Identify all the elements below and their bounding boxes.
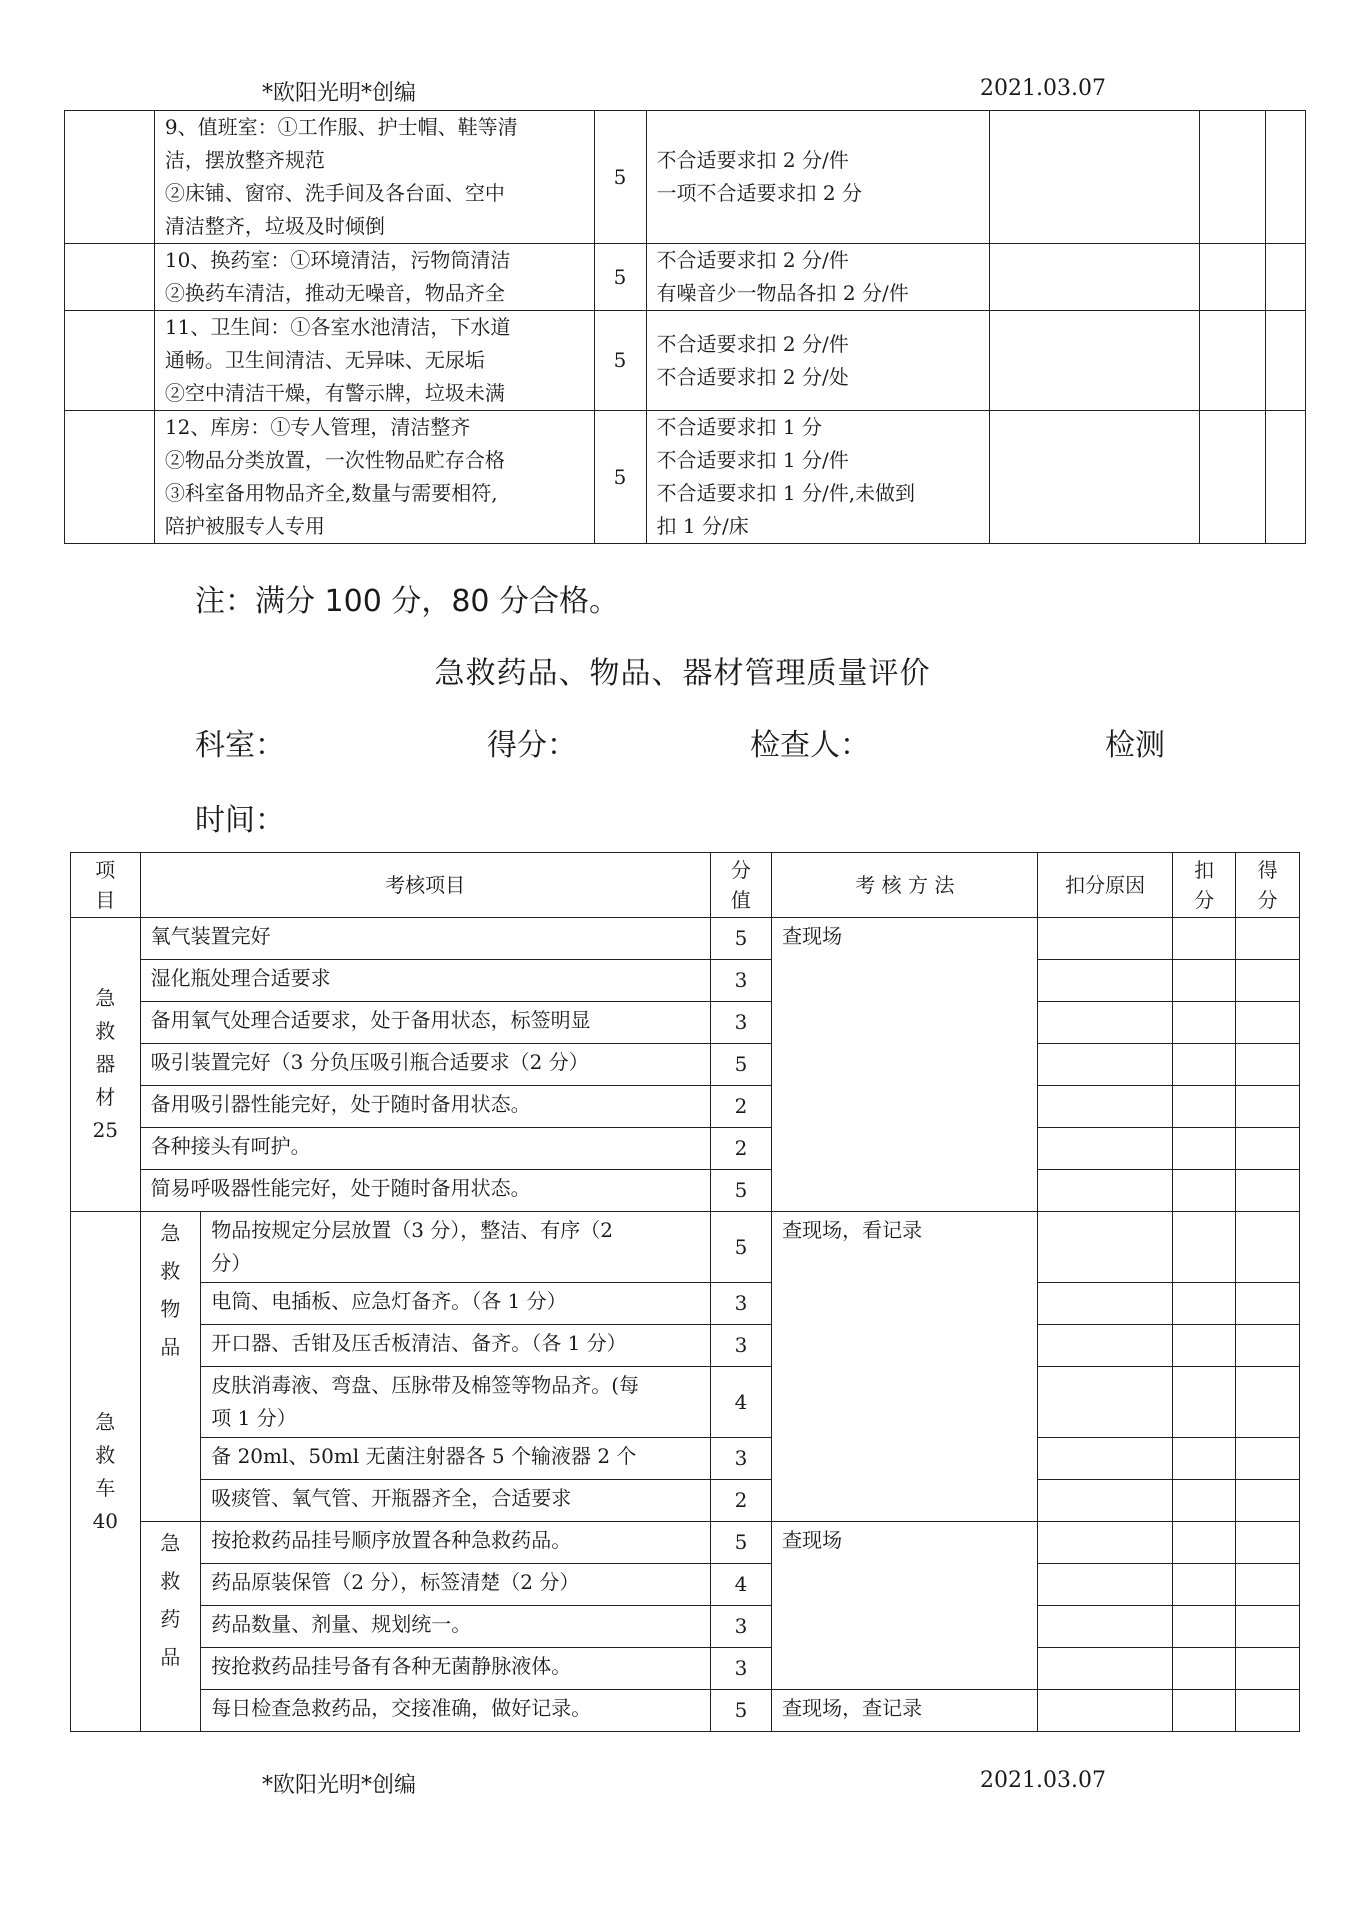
header-got: 得 分 xyxy=(1236,853,1300,918)
time-label: 时间： xyxy=(195,803,285,838)
item-score: 3 xyxy=(710,960,771,1002)
table-row xyxy=(71,1086,1300,1128)
header-value: 分 值 xyxy=(710,853,771,918)
header-date: 2021.03.07 xyxy=(980,76,1106,101)
method-cell: 不合适要求扣 2 分/件 有噪音少一物品各扣 2 分/件 xyxy=(646,244,990,311)
table-row xyxy=(71,1564,1300,1606)
header-reason: 扣分原因 xyxy=(1038,853,1172,918)
item-score: 4 xyxy=(710,1564,771,1606)
score-cell: 5 xyxy=(594,111,646,244)
blank-cell xyxy=(65,111,155,244)
item-text: 开口器、舌钳及压舌板清洁、备齐。（各 1 分） xyxy=(201,1325,710,1367)
item-score: 3 xyxy=(710,1606,771,1648)
item-score: 2 xyxy=(710,1086,771,1128)
table-row xyxy=(71,960,1300,1002)
table-row xyxy=(71,1044,1300,1086)
method-cell: 不合适要求扣 2 分/件 不合适要求扣 2 分/处 xyxy=(646,311,990,411)
item-text: 药品数量、剂量、规划统一。 xyxy=(201,1606,710,1648)
method-cell: 查现场，查记录 xyxy=(772,1690,1038,1732)
footer-date: 2021.03.07 xyxy=(980,1768,1106,1793)
dept-label: 科室： xyxy=(195,728,285,763)
item-text: 每日检查急救药品，交接准确，做好记录。 xyxy=(201,1690,710,1732)
header-author: *欧阳光明*创编 xyxy=(262,81,417,106)
item-text: 简易呼吸器性能完好，处于随时备用状态。 xyxy=(140,1170,710,1212)
method-cell: 查现场 xyxy=(772,918,1038,1212)
table-row xyxy=(71,1367,1300,1438)
item-text: 备 20ml、50ml 无菌注射器各 5 个输液器 2 个 xyxy=(201,1438,710,1480)
group-label-cart: 急 救 车 40 xyxy=(71,1212,141,1732)
item-score: 2 xyxy=(710,1480,771,1522)
table-row xyxy=(71,1283,1300,1325)
table-row xyxy=(71,1325,1300,1367)
group-label-equipment: 急 救 器 材 25 xyxy=(71,918,141,1212)
item-score: 5 xyxy=(710,1170,771,1212)
item-text: 备用氧气处理合适要求，处于备用状态，标签明显 xyxy=(140,1002,710,1044)
item-text: 氧气装置完好 xyxy=(140,918,710,960)
table-row xyxy=(71,1606,1300,1648)
item-score: 5 xyxy=(710,1212,771,1283)
item-score: 5 xyxy=(710,1044,771,1086)
score-cell: 5 xyxy=(594,411,646,544)
table-row xyxy=(65,411,1306,544)
score-cell: 5 xyxy=(594,311,646,411)
item-score: 5 xyxy=(710,1522,771,1564)
sub-label-supplies: 急 救 物 品 xyxy=(140,1212,201,1522)
item-text: 皮肤消毒液、弯盘、压脉带及棉签等物品齐。(每 项 1 分） xyxy=(201,1367,710,1438)
item-text: 电筒、电插板、应急灯备齐。（各 1 分） xyxy=(201,1283,710,1325)
table-row xyxy=(65,311,1306,411)
item-score: 4 xyxy=(710,1367,771,1438)
table-row xyxy=(71,1438,1300,1480)
item-score: 2 xyxy=(710,1128,771,1170)
item-score: 3 xyxy=(710,1325,771,1367)
item-text: 按抢救药品挂号备有各种无菌静脉液体。 xyxy=(201,1648,710,1690)
item-score: 5 xyxy=(710,918,771,960)
table-row xyxy=(65,244,1306,311)
table-header-row xyxy=(71,853,1300,918)
method-cell: 不合适要求扣 1 分 不合适要求扣 1 分/件 不合适要求扣 1 分/件,未做到 扣 1 分/床 xyxy=(646,411,990,544)
table-row xyxy=(71,918,1300,960)
page-title: 急救药品、物品、器材管理质量评价 xyxy=(434,656,931,691)
method-cell: 查现场，看记录 xyxy=(772,1212,1038,1522)
item-cell: 9、值班室：①工作服、护士帽、鞋等清 洁，摆放整齐规范 ②床铺、窗帘、洗手间及各台面、空中 清洁整齐，垃圾及时倾倒 xyxy=(154,111,594,244)
item-text: 药品原装保管（2 分），标签清楚（2 分） xyxy=(201,1564,710,1606)
table-row xyxy=(71,1648,1300,1690)
item-cell: 11、卫生间：①各室水池清洁，下水道 通畅。卫生间清洁、无异味、无尿垢 ②空中清洁干燥，有警示牌，垃圾未满 xyxy=(154,311,594,411)
item-text: 各种接头有呵护。 xyxy=(140,1128,710,1170)
item-cell: 12、库房：①专人管理，清洁整齐 ②物品分类放置，一次性物品贮存合格 ③科室备用物品齐全,数量与需要相符, 陪护被服专人专用 xyxy=(154,411,594,544)
score-note: 注：满分 100 分，80 分合格。 xyxy=(195,584,620,619)
item-text: 按抢救药品挂号顺序放置各种急救药品。 xyxy=(201,1522,710,1564)
item-score: 3 xyxy=(710,1648,771,1690)
table-row xyxy=(71,1480,1300,1522)
table-row xyxy=(71,1522,1300,1564)
header-method: 考 核 方 法 xyxy=(772,853,1038,918)
score-cell: 5 xyxy=(594,244,646,311)
header-item: 项 目 xyxy=(71,853,141,918)
header-deduct: 扣 分 xyxy=(1172,853,1236,918)
item-text: 湿化瓶处理合适要求 xyxy=(140,960,710,1002)
header-content: 考核项目 xyxy=(140,853,710,918)
evaluation-table xyxy=(70,852,1300,1732)
item-score: 3 xyxy=(710,1002,771,1044)
hygiene-table xyxy=(64,110,1306,544)
table-row xyxy=(65,111,1306,244)
method-cell: 查现场 xyxy=(772,1522,1038,1690)
item-text: 物品按规定分层放置（3 分），整洁、有序（2 分） xyxy=(201,1212,710,1283)
item-text: 吸引装置完好（3 分负压吸引瓶合适要求（2 分） xyxy=(140,1044,710,1086)
score-label: 得分： xyxy=(487,728,577,763)
footer-author: *欧阳光明*创编 xyxy=(262,1773,417,1798)
table-row xyxy=(71,1128,1300,1170)
table-row xyxy=(71,1690,1300,1732)
sub-label-drugs: 急 救 药 品 xyxy=(140,1522,201,1732)
table-row xyxy=(71,1170,1300,1212)
table-row xyxy=(71,1002,1300,1044)
item-text: 备用吸引器性能完好，处于随时备用状态。 xyxy=(140,1086,710,1128)
method-cell: 不合适要求扣 2 分/件 一项不合适要求扣 2 分 xyxy=(646,111,990,244)
item-cell: 10、换药室：①环境清洁，污物筒清洁 ②换药车清洁，推动无噪音，物品齐全 xyxy=(154,244,594,311)
item-text: 吸痰管、氧气管、开瓶器齐全，合适要求 xyxy=(201,1480,710,1522)
inspector-label: 检查人： xyxy=(750,728,870,763)
detect-label: 检测 xyxy=(1105,728,1165,763)
item-score: 3 xyxy=(710,1283,771,1325)
item-score: 3 xyxy=(710,1438,771,1480)
item-score: 5 xyxy=(710,1690,771,1732)
table-row xyxy=(71,1212,1300,1283)
